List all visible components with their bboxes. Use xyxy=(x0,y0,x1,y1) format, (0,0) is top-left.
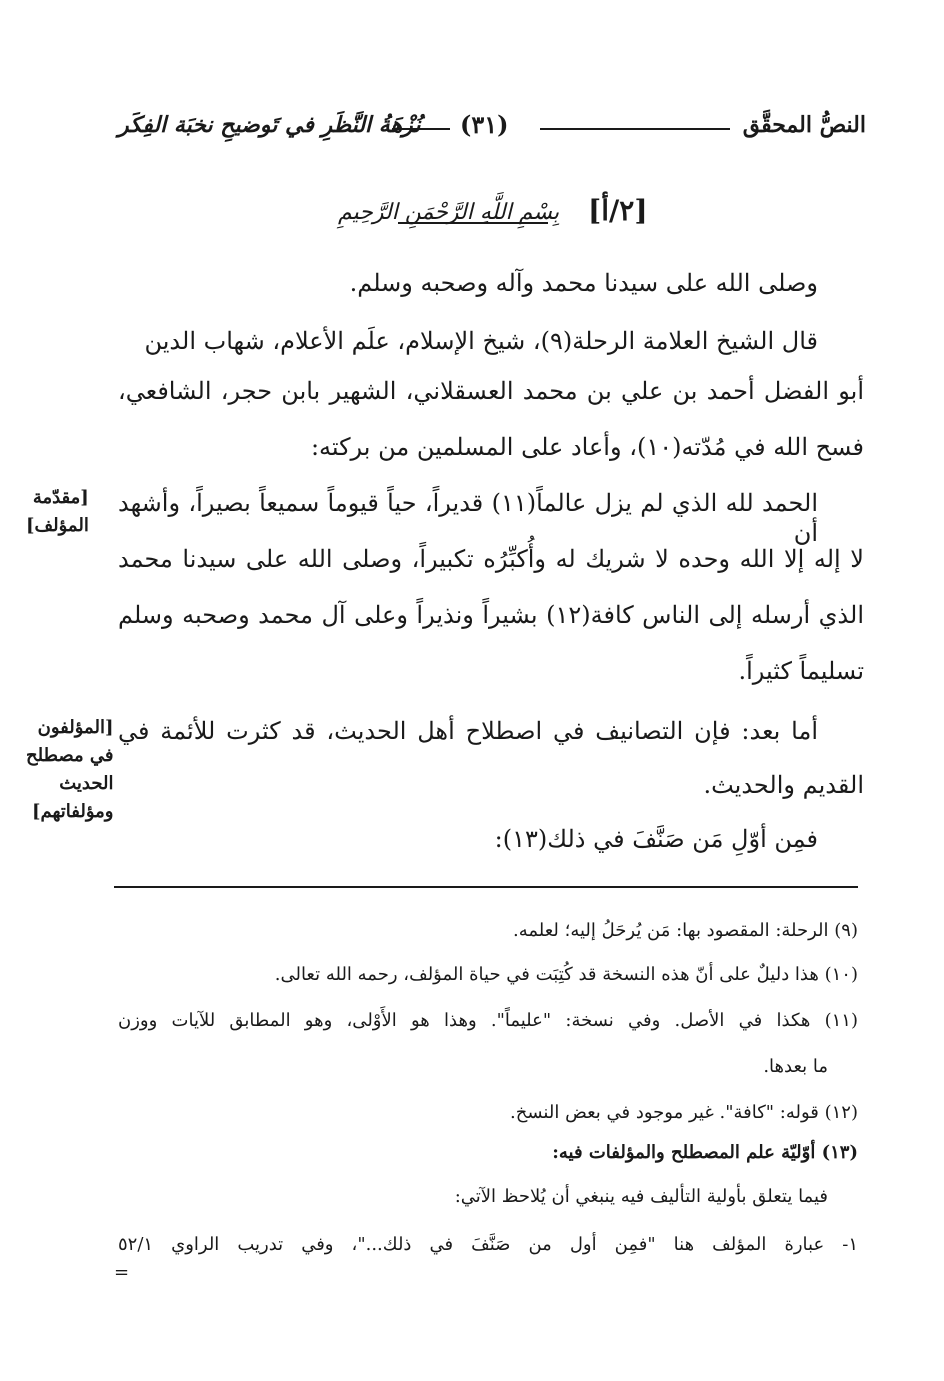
footnote-11: (١١) هكذا في الأصل. وفي نسخة: "عليماً". وهذا هو الأَوْلى، وهو المطابق للآيات ووزن xyxy=(118,1010,858,1031)
footnote-13-title: (١٣) أوّليّة علم المصطلح والمؤلفات فيه: xyxy=(552,1142,858,1163)
footnote-13-intro: فيما يتعلق بأولية التأليف فيه ينبغي أن يُلاحظ الآتي: xyxy=(454,1186,828,1207)
header-rule-right xyxy=(540,128,730,130)
footnote-9: (٩) الرحلة: المقصود بها: مَن يُرحَلُ إليه؛ لعلمه. xyxy=(512,920,858,941)
margin-note-line: ومؤلفاتهم] xyxy=(31,801,114,822)
margin-note-line: الحديث xyxy=(59,773,114,794)
body-line-1: وصلى الله على سيدنا محمد وآله وصحبه وسلم. xyxy=(349,269,818,297)
body-line-10: القديم والحديث. xyxy=(703,771,864,799)
folio-marker: [٢/أ] xyxy=(588,194,648,227)
margin-note-line: المؤلف] xyxy=(26,515,89,536)
body-line-9: أما بعد: فإن التصانيف في اصطلاح أهل الحديث، قد كثرت للأئمة في xyxy=(118,717,818,745)
footnote-12: (١٢) قوله: "كافة". غير موجود في بعض النسخ. xyxy=(510,1102,858,1123)
margin-note-intro xyxy=(26,484,89,540)
body-line-5: الحمد لله الذي لم يزل عالماً(١١) قديراً، حياً قيوماً سميعاً بصيراً، وأشهد أن xyxy=(118,489,819,547)
header-section-title: النصُّ المحقَّق xyxy=(742,112,866,138)
footnote-10: (١٠) هذا دليلٌ على أنّ هذه النسخة قد كُتِبَت في حياة المؤلف، رحمه الله تعالى. xyxy=(274,964,858,985)
footnote-11-continued: ما بعدها. xyxy=(763,1056,828,1077)
body-line-4: فسح الله في مُدّته(١٠)، وأعاد على المسلمين من بركته: xyxy=(310,433,864,461)
footnote-13-point-1: ١- عبارة المؤلف هنا "فمِن أول من صَنَّفَ في ذلك..."، وفي تدريب الراوي ٥٢/١ xyxy=(118,1234,858,1255)
body-line-7: الذي أرسله إلى الناس كافة(١٢) بشيراً ونذيراً وعلى آل محمد وصحبه وسلم xyxy=(118,601,864,629)
body-line-8: تسليماً كثيراً. xyxy=(738,657,864,685)
body-line-11: فمِن أوّلِ مَن صَنَّفَ في ذلك(١٣): xyxy=(494,825,818,853)
margin-note-line: [المؤلفون xyxy=(37,717,114,738)
body-line-6: لا إله إلا الله وحده لا شريك له وأُكبِّرُه تكبيراً، وصلى الله على سيدنا محمد xyxy=(118,545,864,573)
margin-note-line: في مصطلح xyxy=(26,745,114,766)
page-number: (٣١) xyxy=(460,110,509,139)
body-line-2: قال الشيخ العلامة الرحلة(٩)، شيخ الإسلام، علَم الأعلام، شهاب الدين xyxy=(144,327,818,355)
continuation-mark: = xyxy=(114,1262,130,1283)
margin-note-authors xyxy=(26,714,113,826)
basmala-calligraphy: بِسْمِ اللَّهِ الرَّحْمَنِ الرَّحِيمِ xyxy=(338,200,560,225)
header-book-title: نُزْهَةُ النَّظَرِ في تَوضيحِ نخبَة الفِكَر xyxy=(118,112,421,138)
body-line-3: أبو الفضل أحمد بن علي بن محمد العسقلاني، الشهير بابن حجر، الشافعي، xyxy=(118,377,864,405)
margin-note-line: [مقدّمة xyxy=(32,487,89,508)
footnote-separator xyxy=(114,886,858,888)
